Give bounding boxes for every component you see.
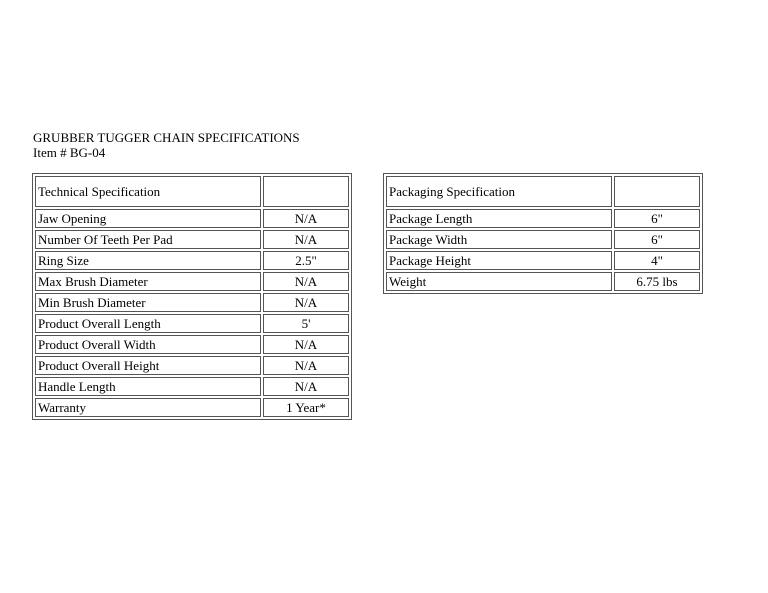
spec-value: N/A xyxy=(263,293,349,312)
spec-value: 6" xyxy=(614,209,700,228)
packaging-spec-header-value xyxy=(614,176,700,207)
item-number: Item # BG-04 xyxy=(33,145,106,160)
spec-value: N/A xyxy=(263,230,349,249)
table-row xyxy=(35,293,349,312)
spec-label: Weight xyxy=(386,272,612,291)
technical-spec-header: Technical Specification xyxy=(35,176,261,207)
spec-label: Max Brush Diameter xyxy=(35,272,261,291)
spec-label: Product Overall Height xyxy=(35,356,261,375)
table-row xyxy=(35,251,349,270)
spec-label: Package Width xyxy=(386,230,612,249)
spec-label: Product Overall Length xyxy=(35,314,261,333)
technical-spec-header-value xyxy=(263,176,349,207)
table-row xyxy=(35,314,349,333)
table-row xyxy=(386,230,700,249)
spec-label: Number Of Teeth Per Pad xyxy=(35,230,261,249)
spec-label: Product Overall Width xyxy=(35,335,261,354)
spec-value: N/A xyxy=(263,209,349,228)
spec-label: Ring Size xyxy=(35,251,261,270)
spec-label: Jaw Opening xyxy=(35,209,261,228)
title-block xyxy=(33,130,300,160)
packaging-spec-table xyxy=(383,173,703,294)
table-row xyxy=(386,251,700,270)
spec-label: Warranty xyxy=(35,398,261,417)
table-header-row xyxy=(35,176,349,207)
table-row xyxy=(386,272,700,291)
table-row xyxy=(35,272,349,291)
spec-value: 6.75 lbs xyxy=(614,272,700,291)
table-row xyxy=(35,398,349,417)
spec-value: 6" xyxy=(614,230,700,249)
technical-spec-table xyxy=(32,173,352,420)
spec-value: N/A xyxy=(263,356,349,375)
packaging-spec-header: Packaging Specification xyxy=(386,176,612,207)
spec-label: Min Brush Diameter xyxy=(35,293,261,312)
spec-value: 1 Year* xyxy=(263,398,349,417)
spec-label: Package Height xyxy=(386,251,612,270)
spec-value: 4" xyxy=(614,251,700,270)
spec-label: Handle Length xyxy=(35,377,261,396)
spec-value: N/A xyxy=(263,335,349,354)
table-header-row xyxy=(386,176,700,207)
table-row xyxy=(35,209,349,228)
table-row xyxy=(35,356,349,375)
table-row xyxy=(35,230,349,249)
page-title: GRUBBER TUGGER CHAIN SPECIFICATIONS xyxy=(33,130,300,145)
spec-value: N/A xyxy=(263,377,349,396)
spec-label: Package Length xyxy=(386,209,612,228)
spec-value: 5' xyxy=(263,314,349,333)
spec-value: 2.5" xyxy=(263,251,349,270)
table-row xyxy=(35,377,349,396)
table-row xyxy=(35,335,349,354)
table-row xyxy=(386,209,700,228)
spec-value: N/A xyxy=(263,272,349,291)
